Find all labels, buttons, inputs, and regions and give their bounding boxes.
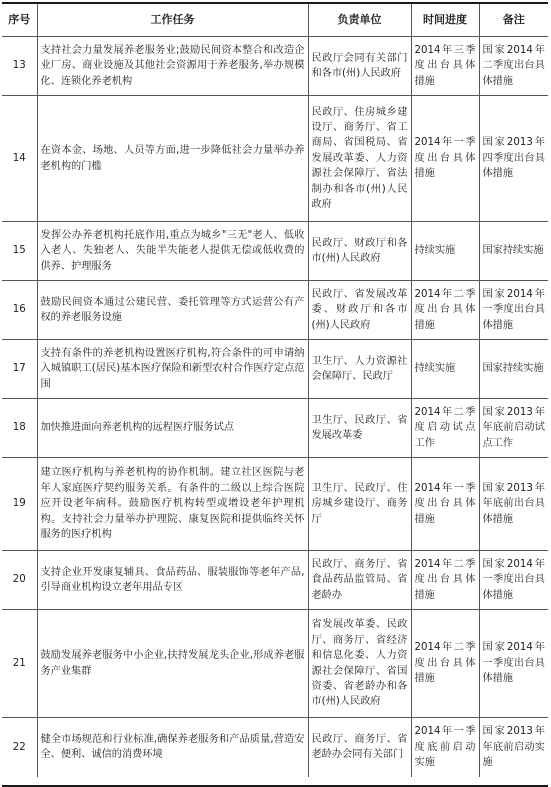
task-cell: 支持企业开发康复辅具、食品药品、服装服饰等老年产品,引导商业机构设立老年用品专区 (37, 551, 308, 610)
table-row (2, 37, 548, 96)
table-row (2, 551, 548, 610)
note-cell: 国家持续实施 (479, 222, 548, 281)
unit-cell: 民政厅会同有关部门和各市(州)人民政府 (308, 37, 411, 96)
task-cell: 在资本金、场地、人员等方面,进一步降低社会力量举办养老机构的门槛 (37, 96, 308, 222)
row-number: 22 (2, 718, 37, 777)
task-table-sheet (2, 2, 548, 787)
row-number: 17 (2, 340, 37, 399)
table-row (2, 96, 548, 222)
task-cell: 鼓励发展养老服务中小企业,扶持发展龙头企业,形成养老服务产业集群 (37, 610, 308, 718)
row-number: 21 (2, 610, 37, 718)
time-cell: 2014年二季度出台具体措施 (411, 551, 479, 610)
unit-cell: 卫生厅、人力资源社会保障厅、民政厅 (308, 340, 411, 399)
unit-cell: 省发展改革委、民政厅、商务厅、省经济和信息化委、人力资源社会保障厅、省国资委、省老龄办和各市(州)人民政府 (308, 610, 411, 718)
unit-cell: 民政厅、商务厅、省食品药品监管局、省老龄办 (308, 551, 411, 610)
task-cell: 健全市场规范和行业标准,确保养老服务和产品质量,营造安全、便利、诚信的消费环境 (37, 718, 308, 777)
note-cell: 国家持续实施 (479, 340, 548, 399)
header-no: 序号 (2, 4, 37, 37)
unit-cell: 民政厅、商务厅、省老龄办会同有关部门 (308, 718, 411, 777)
unit-cell: 卫生厅、民政厅、住房城乡建设厅、商务厅 (308, 458, 411, 551)
task-cell: 支持社会力量发展养老服务业;鼓励民间资本整合和改造企业厂房、商业设施及其他社会资源用于养老服务,举办规模化、连锁化养老机构 (37, 37, 308, 96)
unit-cell: 民政厅、财政厅和各市(州)人民政府 (308, 222, 411, 281)
row-number: 13 (2, 37, 37, 96)
task-cell: 发挥公办养老机构托底作用,重点为城乡"三无"老人、低收入老人、失独老人、失能半失能老人提供无偿或低收费的供养、护理服务 (37, 222, 308, 281)
task-cell: 鼓励民间资本通过公建民营、委托管理等方式运营公有产权的养老服务设施 (37, 281, 308, 340)
header-time: 时间进度 (411, 4, 479, 37)
header-task: 工作任务 (37, 4, 308, 37)
time-cell: 2014年三季度出台具体措施 (411, 37, 479, 96)
header-unit: 负责单位 (308, 4, 411, 37)
time-cell: 2014年一季度出台具体措施 (411, 458, 479, 551)
task-cell: 加快推进面向养老机构的远程医疗服务试点 (37, 399, 308, 458)
note-cell: 国家2014年二季度出台具体措施 (479, 37, 548, 96)
row-number: 19 (2, 458, 37, 551)
time-cell: 持续实施 (411, 222, 479, 281)
time-cell: 2014年二季度出台具体措施 (411, 610, 479, 718)
task-cell: 支持有条件的养老机构设置医疗机构,符合条件的可申请纳入城镇职工(居民)基本医疗保险和新型农村合作医疗定点范围 (37, 340, 308, 399)
table-row (2, 281, 548, 340)
unit-cell: 卫生厅、民政厅、省发展改革委 (308, 399, 411, 458)
row-number: 16 (2, 281, 37, 340)
note-cell: 国家2014年一季度出台具体措施 (479, 551, 548, 610)
task-table (2, 4, 548, 777)
row-number: 14 (2, 96, 37, 222)
row-number: 20 (2, 551, 37, 610)
note-cell: 国家2013年年底前出台具体措施 (479, 458, 548, 551)
task-cell: 建立医疗机构与养老机构的协作机制。建立社区医院与老年人家庭医疗契约服务关系。有条件的二级以上综合医院应开设老年病科。鼓励医疗机构转型或增设老年护理机构。支持社会力量举办护理院、康复医院和提供临终关怀服务的医疗机构 (37, 458, 308, 551)
note-cell: 国家2013年年底前启动实施 (479, 718, 548, 777)
table-row (2, 340, 548, 399)
table-row (2, 222, 548, 281)
note-cell: 国家2013年年底前启动试点工作 (479, 399, 548, 458)
row-number: 15 (2, 222, 37, 281)
time-cell: 持续实施 (411, 340, 479, 399)
note-cell: 国家2013年四季度出台具体措施 (479, 96, 548, 222)
table-row (2, 718, 548, 777)
time-cell: 2014年一季度底前启动实施 (411, 718, 479, 777)
time-cell: 2014年二季度出台具体措施 (411, 281, 479, 340)
time-cell: 2014年一季度出台具体措施 (411, 96, 479, 222)
note-cell: 国家2014年一季度出台具体措施 (479, 281, 548, 340)
time-cell: 2014年二季度启动试点工作 (411, 399, 479, 458)
header-note: 备注 (479, 4, 548, 37)
table-row (2, 610, 548, 718)
header-row (2, 4, 548, 37)
table-row (2, 458, 548, 551)
unit-cell: 民政厅、住房城乡建设厅、商务厅、省工商局、省国税局、省发展改革委、人力资源社会保障厅、省法制办和各市(州)人民政府 (308, 96, 411, 222)
table-row (2, 399, 548, 458)
row-number: 18 (2, 399, 37, 458)
unit-cell: 民政厅、省发展改革委、财政厅和各市(州)人民政府 (308, 281, 411, 340)
note-cell: 国家2014年一季度出台具体措施 (479, 610, 548, 718)
